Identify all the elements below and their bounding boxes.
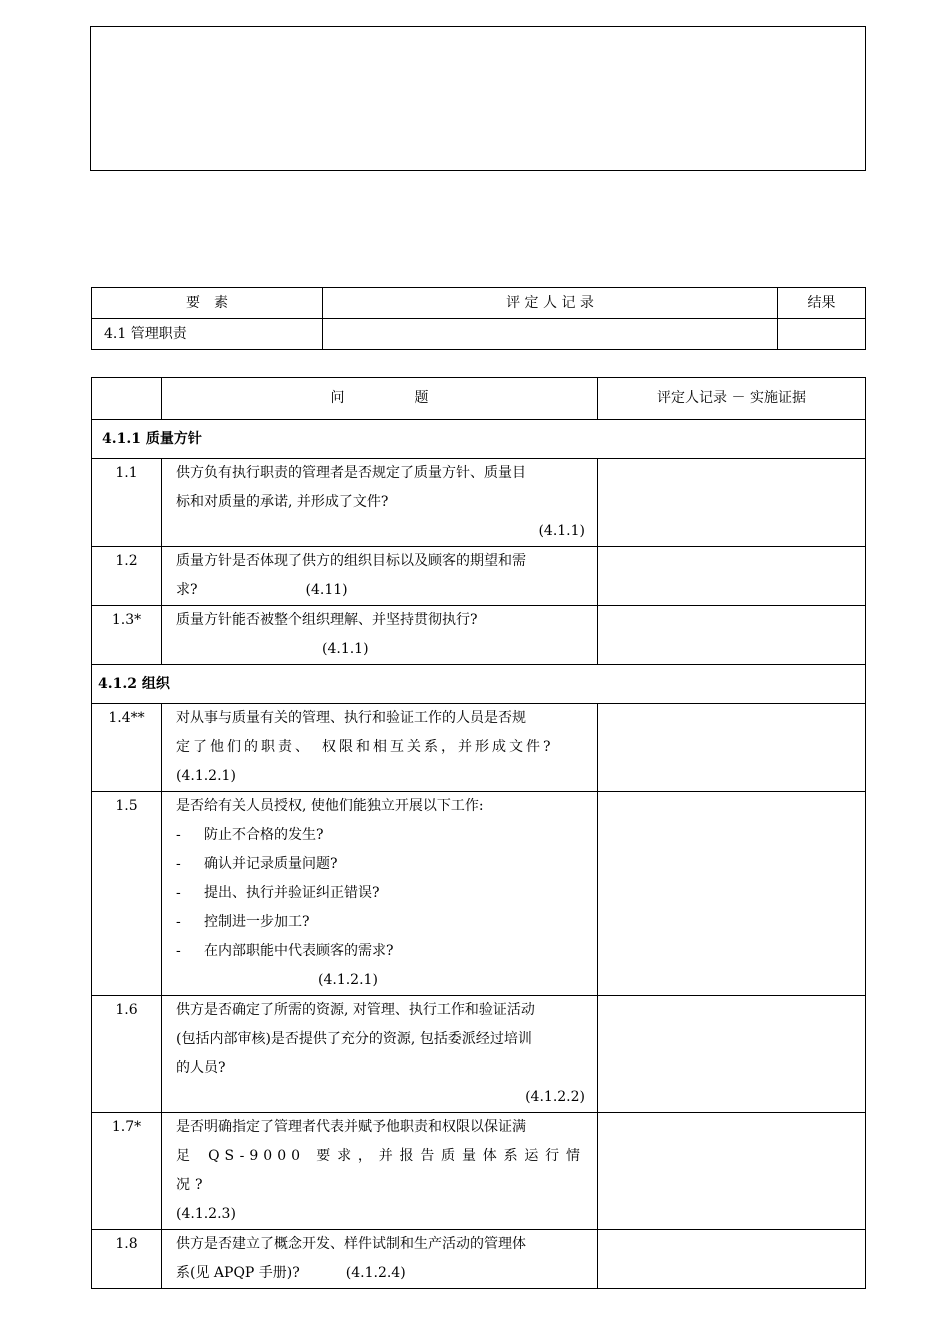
question-line: 足 QS-9000 要求，并报告质量体系运行情况? bbox=[176, 1148, 585, 1193]
question-line: 的人员? bbox=[176, 1060, 226, 1076]
question-cell bbox=[162, 704, 598, 792]
row-number: 1.7* bbox=[92, 1113, 162, 1230]
question-cell bbox=[162, 606, 598, 665]
evidence-cell[interactable] bbox=[598, 792, 866, 996]
bullet-item: - 控制进一步加工? bbox=[176, 914, 310, 930]
row-number: 1.6 bbox=[92, 996, 162, 1113]
evidence-cell[interactable] bbox=[598, 1113, 866, 1230]
row-label: 4.1 管理职责 bbox=[92, 319, 323, 350]
header-table bbox=[91, 287, 866, 350]
question-line: 供方是否确定了所需的资源, 对管理、执行工作和验证活动 bbox=[176, 1002, 535, 1018]
question-cell bbox=[162, 1230, 598, 1289]
bullet-item: - 防止不合格的发生? bbox=[176, 827, 324, 843]
question-line: 是否给有关人员授权, 使他们能独立开展以下工作: bbox=[176, 798, 484, 814]
question-line: 质量方针是否体现了供方的组织目标以及顾客的期望和需 bbox=[176, 553, 526, 569]
evidence-cell[interactable] bbox=[598, 547, 866, 606]
bullet-item: - 确认并记录质量问题? bbox=[176, 856, 338, 872]
question-cell bbox=[162, 547, 598, 606]
clause-ref: (4.1.1) bbox=[538, 523, 585, 539]
col-result-header: 结果 bbox=[778, 288, 866, 319]
evidence-cell[interactable] bbox=[598, 996, 866, 1113]
evidence-cell[interactable] bbox=[598, 1230, 866, 1289]
question-line: 定了他们的职责、 权限和相互关系，并形成文件? bbox=[176, 739, 554, 755]
question-cell bbox=[162, 792, 598, 996]
row-number: 1.5 bbox=[92, 792, 162, 996]
row-number: 1.3* bbox=[92, 606, 162, 665]
section-organization: 4.1.2 组织 bbox=[92, 665, 866, 704]
question-cell bbox=[162, 996, 598, 1113]
question-line: (包括内部审核)是否提供了充分的资源, 包括委派经过培训 bbox=[176, 1031, 532, 1047]
question-line: 供方负有执行职责的管理者是否规定了质量方针、质量目 bbox=[176, 465, 526, 481]
checklist-table bbox=[91, 377, 866, 1289]
num-header-cell bbox=[92, 378, 162, 420]
question-line: 供方是否建立了概念开发、样件试制和生产活动的管理体 bbox=[176, 1236, 526, 1252]
evidence-header: 评定人记录 － 实施证据 bbox=[598, 378, 866, 420]
clause-ref: (4.1.2.3) bbox=[176, 1206, 236, 1222]
row-number: 1.4** bbox=[92, 704, 162, 792]
evidence-cell[interactable] bbox=[598, 606, 866, 665]
row-number: 1.1 bbox=[92, 459, 162, 547]
question-line: 是否明确指定了管理者代表并赋予他职责和权限以保证满 bbox=[176, 1119, 526, 1135]
clause-ref: (4.1.2.1) bbox=[318, 972, 378, 988]
row-number: 1.8 bbox=[92, 1230, 162, 1289]
clause-ref: (4.1.2.4) bbox=[345, 1265, 406, 1281]
question-cell bbox=[162, 1113, 598, 1230]
record-cell[interactable] bbox=[323, 319, 778, 350]
clause-ref: (4.11) bbox=[305, 582, 348, 598]
question-line: 系(见 APQP 手册)? bbox=[176, 1265, 300, 1281]
evidence-cell[interactable] bbox=[598, 704, 866, 792]
top-empty-box bbox=[90, 26, 866, 171]
result-cell[interactable] bbox=[778, 319, 866, 350]
question-cell bbox=[162, 459, 598, 547]
question-line: 标和对质量的承诺, 并形成了文件? bbox=[176, 494, 389, 510]
evidence-cell[interactable] bbox=[598, 459, 866, 547]
col-element-header: 要 素 bbox=[92, 288, 323, 319]
section-quality-policy: 4.1.1 质量方针 bbox=[92, 420, 866, 459]
row-number: 1.2 bbox=[92, 547, 162, 606]
bullet-item: - 提出、执行并验证纠正错误? bbox=[176, 885, 380, 901]
clause-ref: (4.1.2.1) bbox=[176, 768, 236, 784]
bullet-item: - 在内部职能中代表顾客的需求? bbox=[176, 943, 394, 959]
question-line: 求? bbox=[176, 582, 198, 598]
clause-ref: (4.1.2.2) bbox=[525, 1089, 585, 1105]
question-header: 问 题 bbox=[162, 378, 598, 420]
clause-ref: (4.1.1) bbox=[322, 641, 369, 657]
question-line: 对从事与质量有关的管理、执行和验证工作的人员是否规 bbox=[176, 710, 526, 726]
col-record-header: 评 定 人 记 录 bbox=[323, 288, 778, 319]
question-line: 质量方针能否被整个组织理解、并坚持贯彻执行? bbox=[176, 612, 478, 628]
